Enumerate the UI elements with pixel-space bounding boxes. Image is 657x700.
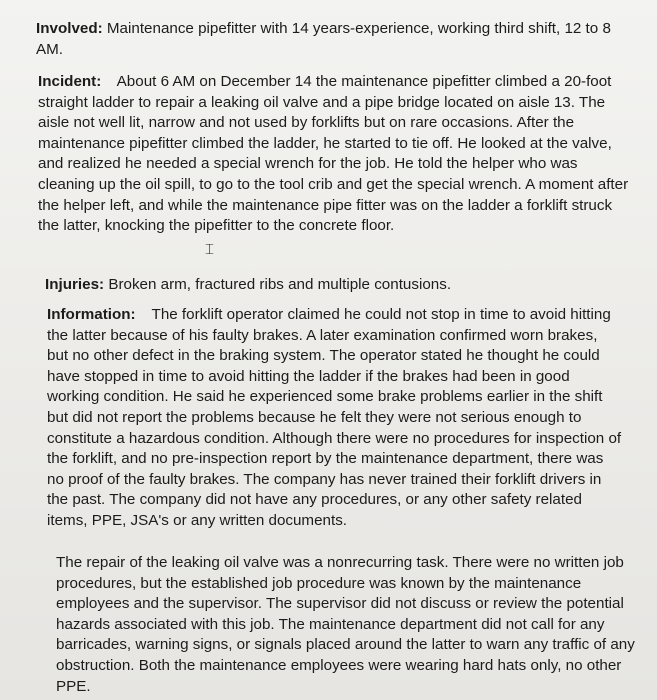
injuries-text: Broken arm, fractured ribs and multiple contusions. xyxy=(108,276,452,293)
incident-text: About 6 AM on December 14 the maintenance pipefitter climbed a 20-foot straight ladder to repair a leaking oil valve and a pipe bridge located on aisle 13. The aisle not well lit, narrow and not used by forklifts but on rare occasions. After the maintenance pipefitter climbed the ladder, he started to tie off. He looked at the valve, and realized he needed a special wrench for the job. He told the helper who was cleaning up the oil spill, to go to the tool crib and get the special wrench. A moment after the helper left, and while the maintenance pipe fitter was on the ladder a forklift struck the latter, knocking the pipefitter to the concrete floor. xyxy=(38,73,629,235)
involved-text: Maintenance pipefitter with 14 years-experience, working third shift, 12 to 8 AM. xyxy=(36,20,611,58)
text-cursor-icon: ⌶ xyxy=(205,241,215,258)
involved-paragraph xyxy=(36,19,626,60)
information-label: Information: xyxy=(47,306,136,323)
repair-text: The repair of the leaking oil valve was a nonrecurring task. There were no written job procedures, but the established job procedure was known by the maintenance employees and the supervisor. The supervisor did not discuss or review the potential hazards associated with this job. The maintenance department did not call for any barricades, warning signs, or signals placed around the latter to warn any traffic of any obstruction. Both the maintenance employees were wearing hard hats only, no other PPE. xyxy=(56,554,635,695)
repair-paragraph xyxy=(56,553,641,697)
involved-label: Involved: xyxy=(36,20,103,37)
incident-label: Incident: xyxy=(38,73,102,90)
injuries-paragraph xyxy=(45,275,625,296)
information-text: The forklift operator claimed he could not stop in time to avoid hitting the latter because of his faulty brakes. A later examination confirmed worn brakes, but no other defect in the braking system. The operator stated he thought he could have stopped in time to avoid hitting the ladder if the brakes had been in good working condition. He said he experienced some brake problems earlier in the shift but did not report the problems because he felt they were not serious enough to constitute a hazardous condition. Although there were no procedures for inspection of the forklift, and no pre-inspection report by the maintenance department, there was no proof of the faulty brakes. The company has never trained their forklift drivers in the past. The company did not have any procedures, or any other safety related items, PPE, JSA's or any written documents. xyxy=(47,306,622,529)
information-paragraph xyxy=(47,305,622,532)
incident-paragraph xyxy=(38,72,630,237)
injuries-label: Injuries: xyxy=(45,276,105,293)
